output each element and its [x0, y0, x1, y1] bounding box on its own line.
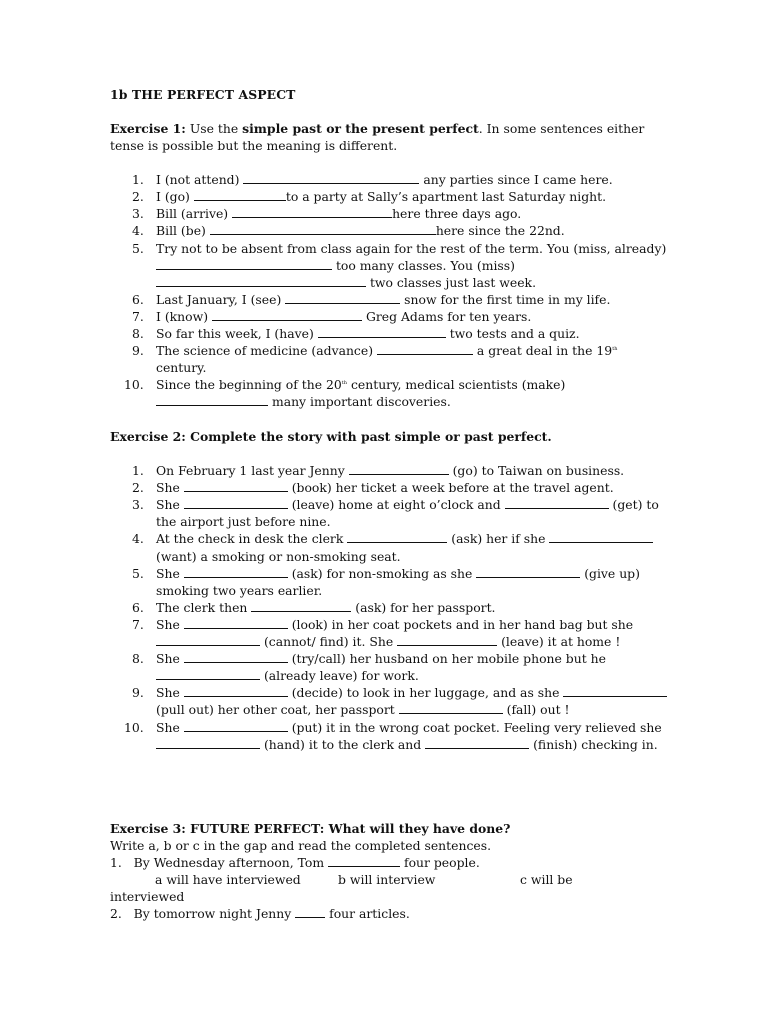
- answer-blank[interactable]: [285, 291, 400, 304]
- option-a: a will have interviewed: [155, 872, 301, 888]
- answer-blank[interactable]: [328, 854, 400, 867]
- answer-blank[interactable]: [318, 325, 446, 338]
- answer-blank[interactable]: [156, 667, 260, 680]
- answer-blank[interactable]: [194, 188, 286, 201]
- list-item: 3. She (leave) home at eight o’clock and (get) to the airport just before nine.: [132, 497, 659, 530]
- option-c-continuation: interviewed: [110, 889, 185, 905]
- list-item: 7. I (know) Greg Adams for ten years.: [132, 308, 532, 324]
- list-item: 6. The clerk then (ask) for her passport.: [132, 599, 496, 615]
- exercise-2: [110, 428, 670, 753]
- list-item: 4. At the check in desk the clerk (ask) her if she (want) a smoking or non-smoking seat.: [110, 530, 670, 564]
- list-item: 9. She (decide) to look in her luggage, and as she (pull out) her other coat, her passport (fall) out !: [110, 684, 670, 718]
- answer-blank[interactable]: [184, 719, 288, 732]
- exercise-3: [110, 820, 710, 923]
- answer-blank[interactable]: [549, 530, 653, 543]
- answer-blank[interactable]: [476, 565, 580, 578]
- list-item: 10. Since the beginning of the 20th century, medical scientists (make) many important discoveries.: [124, 377, 566, 410]
- answer-blank[interactable]: [251, 599, 351, 612]
- answer-blank[interactable]: [212, 308, 362, 321]
- question-1: 1. By Wednesday afternoon, Tom four people.: [110, 855, 480, 871]
- list-item: 1. I (not attend) any parties since I came here.: [132, 172, 613, 188]
- exercise-2-title: Exercise 2: Complete the story with past simple or past perfect.: [110, 429, 552, 444]
- exercise-1-list: [110, 171, 670, 410]
- list-item: 2. She (book) her ticket a week before at the travel agent.: [132, 480, 614, 496]
- list-item: 1. On February 1 last year Jenny (go) to Taiwan on business.: [132, 463, 625, 479]
- exercise-2-list: [110, 462, 670, 753]
- list-item: 5. She (ask) for non-smoking as she (give up) smoking two years earlier.: [132, 565, 640, 598]
- answer-blank[interactable]: [295, 905, 325, 918]
- list-item: 6. Last January, I (see) snow for the first time in my life.: [132, 291, 611, 307]
- answer-blank[interactable]: [399, 701, 503, 714]
- exercise-1-instructions: Exercise 1: Use the simple past or the present perfect. In some sentences either tense is possible but the meaning is different.: [110, 121, 645, 154]
- exercise-3-title: Exercise 3: FUTURE PERFECT: What will they have done?: [110, 821, 511, 836]
- answer-options: [110, 871, 710, 888]
- list-item: 10. She (put) it in the wrong coat pocket. Feeling very relieved she (hand) it to the clerk and (finish) checking in.: [124, 719, 662, 752]
- list-item: 8. She (try/call) her husband on her mobile phone but he (already leave) for work.: [132, 651, 606, 684]
- answer-blank[interactable]: [563, 684, 667, 697]
- list-item: 7. She (look) in her coat pockets and in her hand bag but she (cannot/ find) it. She (leave) it at home !: [132, 616, 634, 650]
- answer-blank[interactable]: [156, 274, 366, 287]
- answer-blank[interactable]: [184, 616, 288, 629]
- answer-blank[interactable]: [184, 479, 288, 492]
- answer-blank[interactable]: [347, 530, 447, 543]
- list-item: 5. Try not to be absent from class again for the rest of the term. You (miss, already) too many classes. You (miss) two classes just last week.: [132, 240, 667, 290]
- option-c: c will be: [520, 872, 573, 888]
- answer-blank[interactable]: [156, 393, 268, 406]
- answer-blank[interactable]: [184, 684, 288, 697]
- exercise-1: [110, 120, 670, 411]
- answer-blank[interactable]: [425, 736, 529, 749]
- list-item: 2. I (go) to a party at Sally’s apartment last Saturday night.: [132, 189, 607, 205]
- answer-blank[interactable]: [184, 496, 288, 509]
- answer-blank[interactable]: [156, 736, 260, 749]
- answer-blank[interactable]: [156, 257, 332, 270]
- list-item: 9. The science of medicine (advance) a great deal in the 19th century.: [132, 343, 618, 376]
- answer-blank[interactable]: [377, 342, 473, 355]
- list-item: 8. So far this week, I (have) two tests and a quiz.: [132, 326, 580, 342]
- answer-blank[interactable]: [210, 222, 436, 235]
- answer-blank[interactable]: [397, 633, 497, 646]
- option-b: b will interview: [338, 872, 436, 888]
- page-heading: 1b THE PERFECT ASPECT: [110, 87, 296, 102]
- answer-blank[interactable]: [505, 496, 609, 509]
- list-item: 4. Bill (be) here since the 22nd.: [132, 223, 565, 239]
- exercise-3-instruction: Write a, b or c in the gap and read the completed sentences.: [110, 838, 492, 854]
- answer-blank[interactable]: [243, 171, 419, 184]
- answer-blank[interactable]: [232, 205, 392, 218]
- list-item: 3. Bill (arrive) here three days ago.: [132, 206, 522, 222]
- answer-blank[interactable]: [184, 565, 288, 578]
- answer-blank[interactable]: [349, 462, 449, 475]
- answer-blank[interactable]: [156, 633, 260, 646]
- answer-blank[interactable]: [184, 650, 288, 663]
- question-2: 2. By tomorrow night Jenny four articles.: [110, 906, 410, 922]
